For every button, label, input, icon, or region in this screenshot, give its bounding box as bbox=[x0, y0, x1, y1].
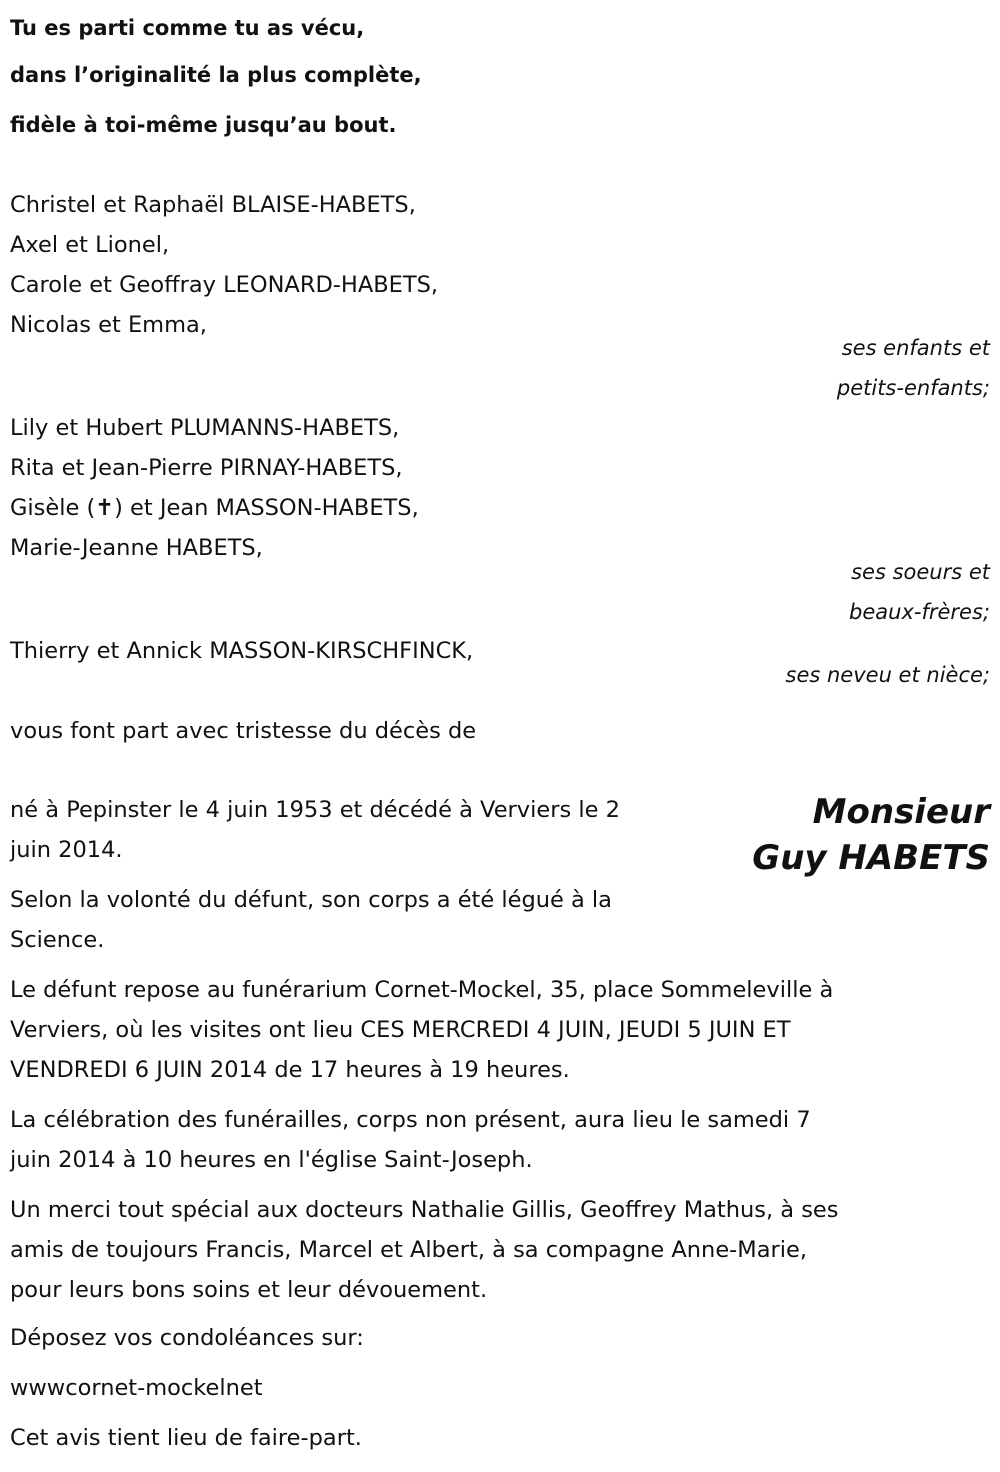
body-line: juin 2014. bbox=[10, 837, 123, 863]
epigraph-line: Tu es parti comme tu as vécu, bbox=[10, 16, 365, 40]
deceased-name: Guy HABETS bbox=[752, 838, 990, 878]
family-line: Lily et Hubert PLUMANNS-HABETS, bbox=[10, 415, 400, 441]
epigraph-line: fidèle à toi-même jusqu’au bout. bbox=[10, 113, 397, 137]
body-line: Un merci tout spécial aux docteurs Nathalie Gillis, Geoffrey Mathus, à ses bbox=[10, 1197, 839, 1223]
body-line: Le défunt repose au funérarium Cornet-Mockel, 35, place Sommeleville à bbox=[10, 977, 834, 1003]
deceased-title: Monsieur bbox=[812, 792, 990, 832]
relation-label: ses neveu et nièce; bbox=[785, 663, 990, 687]
body-line: Science. bbox=[10, 927, 105, 953]
family-line: Carole et Geoffray LEONARD-HABETS, bbox=[10, 272, 439, 298]
body-line: Déposez vos condoléances sur: bbox=[10, 1325, 364, 1351]
body-line: pour leurs bons soins et leur dévouement. bbox=[10, 1277, 488, 1303]
family-line: Gisèle (✝) et Jean MASSON-HABETS, bbox=[10, 495, 419, 521]
relation-label: beaux-frères; bbox=[849, 600, 990, 624]
condolences-link[interactable]: wwwcornet-mockelnet bbox=[10, 1375, 263, 1401]
family-line: Rita et Jean-Pierre PIRNAY-HABETS, bbox=[10, 455, 403, 481]
relation-label: ses enfants et bbox=[841, 336, 990, 360]
body-line: juin 2014 à 10 heures en l'église Saint-Joseph. bbox=[10, 1147, 533, 1173]
body-line: La célébration des funérailles, corps non présent, aura lieu le samedi 7 bbox=[10, 1107, 811, 1133]
body-line: né à Pepinster le 4 juin 1953 et décédé à Verviers le 2 bbox=[10, 797, 620, 823]
body-line: Cet avis tient lieu de faire-part. bbox=[10, 1425, 362, 1451]
family-line: Axel et Lionel, bbox=[10, 232, 170, 258]
family-line: Marie-Jeanne HABETS, bbox=[10, 535, 263, 561]
announcement: vous font part avec tristesse du décès de bbox=[10, 718, 477, 744]
body-line: Selon la volonté du défunt, son corps a été légué à la bbox=[10, 887, 612, 913]
epigraph-line: dans l’originalité la plus complète, bbox=[10, 63, 422, 87]
family-line: Nicolas et Emma, bbox=[10, 312, 207, 338]
relation-label: ses soeurs et bbox=[851, 560, 990, 584]
relation-label: petits-enfants; bbox=[836, 376, 990, 400]
family-line: Christel et Raphaël BLAISE-HABETS, bbox=[10, 192, 416, 218]
family-line: Thierry et Annick MASSON-KIRSCHFINCK, bbox=[10, 638, 474, 664]
body-line: VENDREDI 6 JUIN 2014 de 17 heures à 19 heures. bbox=[10, 1057, 570, 1083]
body-line: Verviers, où les visites ont lieu CES MERCREDI 4 JUIN, JEUDI 5 JUIN ET bbox=[10, 1017, 791, 1043]
body-line: amis de toujours Francis, Marcel et Albert, à sa compagne Anne-Marie, bbox=[10, 1237, 807, 1263]
